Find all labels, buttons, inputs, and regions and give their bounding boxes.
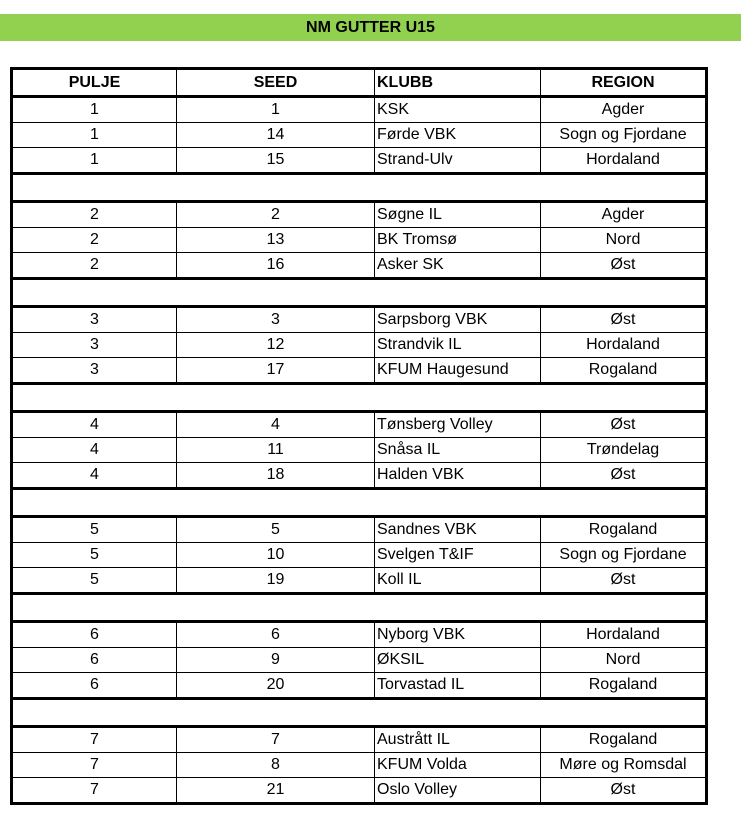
klubb-cell: BK Tromsø xyxy=(375,228,541,253)
table-row xyxy=(12,307,707,333)
region-cell: Øst xyxy=(541,778,707,804)
seed-cell: 3 xyxy=(177,307,375,333)
seed-cell: 21 xyxy=(177,778,375,804)
seed-cell: 15 xyxy=(177,148,375,174)
header-region: REGION xyxy=(541,69,707,97)
klubb-cell: KSK xyxy=(375,97,541,123)
klubb-cell: Austrått IL xyxy=(375,727,541,753)
pulje-cell: 3 xyxy=(12,333,177,358)
table-row xyxy=(12,673,707,699)
pulje-cell: 1 xyxy=(12,123,177,148)
seed-cell: 1 xyxy=(177,97,375,123)
group-separator xyxy=(12,279,707,307)
title-banner xyxy=(0,14,741,41)
group-separator xyxy=(12,174,707,202)
table-row xyxy=(12,517,707,543)
klubb-cell: Sarpsborg VBK xyxy=(375,307,541,333)
table-row xyxy=(12,412,707,438)
region-cell: Øst xyxy=(541,253,707,279)
klubb-cell: KFUM Volda xyxy=(375,753,541,778)
separator-cell xyxy=(12,699,707,727)
seed-cell: 5 xyxy=(177,517,375,543)
pulje-cell: 7 xyxy=(12,727,177,753)
seed-cell: 4 xyxy=(177,412,375,438)
klubb-cell: Søgne IL xyxy=(375,202,541,228)
table-row xyxy=(12,622,707,648)
separator-cell xyxy=(12,384,707,412)
klubb-cell: Strandvik IL xyxy=(375,333,541,358)
seed-cell: 8 xyxy=(177,753,375,778)
table-row xyxy=(12,438,707,463)
region-cell: Agder xyxy=(541,202,707,228)
table-row xyxy=(12,463,707,489)
pulje-cell: 4 xyxy=(12,412,177,438)
table-row xyxy=(12,253,707,279)
seed-cell: 13 xyxy=(177,228,375,253)
table-row xyxy=(12,333,707,358)
region-cell: Øst xyxy=(541,463,707,489)
pulje-cell: 1 xyxy=(12,148,177,174)
klubb-cell: Oslo Volley xyxy=(375,778,541,804)
klubb-cell: Sandnes VBK xyxy=(375,517,541,543)
separator-cell xyxy=(12,594,707,622)
group-separator xyxy=(12,699,707,727)
table-body xyxy=(12,97,707,804)
seed-cell: 14 xyxy=(177,123,375,148)
header-pulje: PULJE xyxy=(12,69,177,97)
seed-cell: 9 xyxy=(177,648,375,673)
group-separator xyxy=(12,384,707,412)
pulje-cell: 3 xyxy=(12,358,177,384)
table-row xyxy=(12,778,707,804)
klubb-cell: Koll IL xyxy=(375,568,541,594)
region-cell: Rogaland xyxy=(541,673,707,699)
pulje-cell: 2 xyxy=(12,253,177,279)
group-separator xyxy=(12,594,707,622)
seed-cell: 19 xyxy=(177,568,375,594)
klubb-cell: Svelgen T&IF xyxy=(375,543,541,568)
seed-cell: 7 xyxy=(177,727,375,753)
klubb-cell: Torvastad IL xyxy=(375,673,541,699)
region-cell: Rogaland xyxy=(541,517,707,543)
region-cell: Hordaland xyxy=(541,333,707,358)
pulje-cell: 2 xyxy=(12,228,177,253)
separator-cell xyxy=(12,279,707,307)
region-cell: Sogn og Fjordane xyxy=(541,123,707,148)
seed-cell: 11 xyxy=(177,438,375,463)
table-row xyxy=(12,727,707,753)
region-cell: Øst xyxy=(541,568,707,594)
table-row xyxy=(12,568,707,594)
pulje-cell: 2 xyxy=(12,202,177,228)
klubb-cell: Strand-Ulv xyxy=(375,148,541,174)
pulje-cell: 4 xyxy=(12,463,177,489)
separator-cell xyxy=(12,174,707,202)
klubb-cell: Snåsa IL xyxy=(375,438,541,463)
pulje-cell: 6 xyxy=(12,673,177,699)
table-row xyxy=(12,543,707,568)
table-row xyxy=(12,97,707,123)
klubb-cell: Asker SK xyxy=(375,253,541,279)
group-separator xyxy=(12,489,707,517)
region-cell: Nord xyxy=(541,228,707,253)
klubb-cell: Halden VBK xyxy=(375,463,541,489)
klubb-cell: KFUM Haugesund xyxy=(375,358,541,384)
separator-cell xyxy=(12,489,707,517)
region-cell: Rogaland xyxy=(541,727,707,753)
table-row xyxy=(12,753,707,778)
region-cell: Møre og Romsdal xyxy=(541,753,707,778)
pulje-cell: 5 xyxy=(12,568,177,594)
seed-cell: 6 xyxy=(177,622,375,648)
pulje-cell: 6 xyxy=(12,622,177,648)
pulje-cell: 7 xyxy=(12,778,177,804)
region-cell: Sogn og Fjordane xyxy=(541,543,707,568)
seed-cell: 20 xyxy=(177,673,375,699)
seeding-table xyxy=(10,67,708,805)
region-cell: Agder xyxy=(541,97,707,123)
pulje-cell: 1 xyxy=(12,97,177,123)
pulje-cell: 4 xyxy=(12,438,177,463)
seed-cell: 17 xyxy=(177,358,375,384)
seed-cell: 18 xyxy=(177,463,375,489)
pulje-cell: 6 xyxy=(12,648,177,673)
klubb-cell: ØKSIL xyxy=(375,648,541,673)
seed-cell: 2 xyxy=(177,202,375,228)
region-cell: Øst xyxy=(541,307,707,333)
klubb-cell: Tønsberg Volley xyxy=(375,412,541,438)
region-cell: Trøndelag xyxy=(541,438,707,463)
pulje-cell: 3 xyxy=(12,307,177,333)
table-row xyxy=(12,202,707,228)
seed-cell: 10 xyxy=(177,543,375,568)
pulje-cell: 5 xyxy=(12,517,177,543)
pulje-cell: 5 xyxy=(12,543,177,568)
header-klubb: KLUBB xyxy=(375,69,541,97)
region-cell: Nord xyxy=(541,648,707,673)
seed-cell: 16 xyxy=(177,253,375,279)
header-seed: SEED xyxy=(177,69,375,97)
seed-cell: 12 xyxy=(177,333,375,358)
region-cell: Øst xyxy=(541,412,707,438)
klubb-cell: Førde VBK xyxy=(375,123,541,148)
table-row xyxy=(12,228,707,253)
table-row xyxy=(12,148,707,174)
table-row xyxy=(12,358,707,384)
klubb-cell: Nyborg VBK xyxy=(375,622,541,648)
pulje-cell: 7 xyxy=(12,753,177,778)
table-row xyxy=(12,123,707,148)
region-cell: Hordaland xyxy=(541,622,707,648)
region-cell: Hordaland xyxy=(541,148,707,174)
page-title: NM GUTTER U15 xyxy=(306,18,435,36)
region-cell: Rogaland xyxy=(541,358,707,384)
table-row xyxy=(12,648,707,673)
header-row xyxy=(12,69,707,97)
